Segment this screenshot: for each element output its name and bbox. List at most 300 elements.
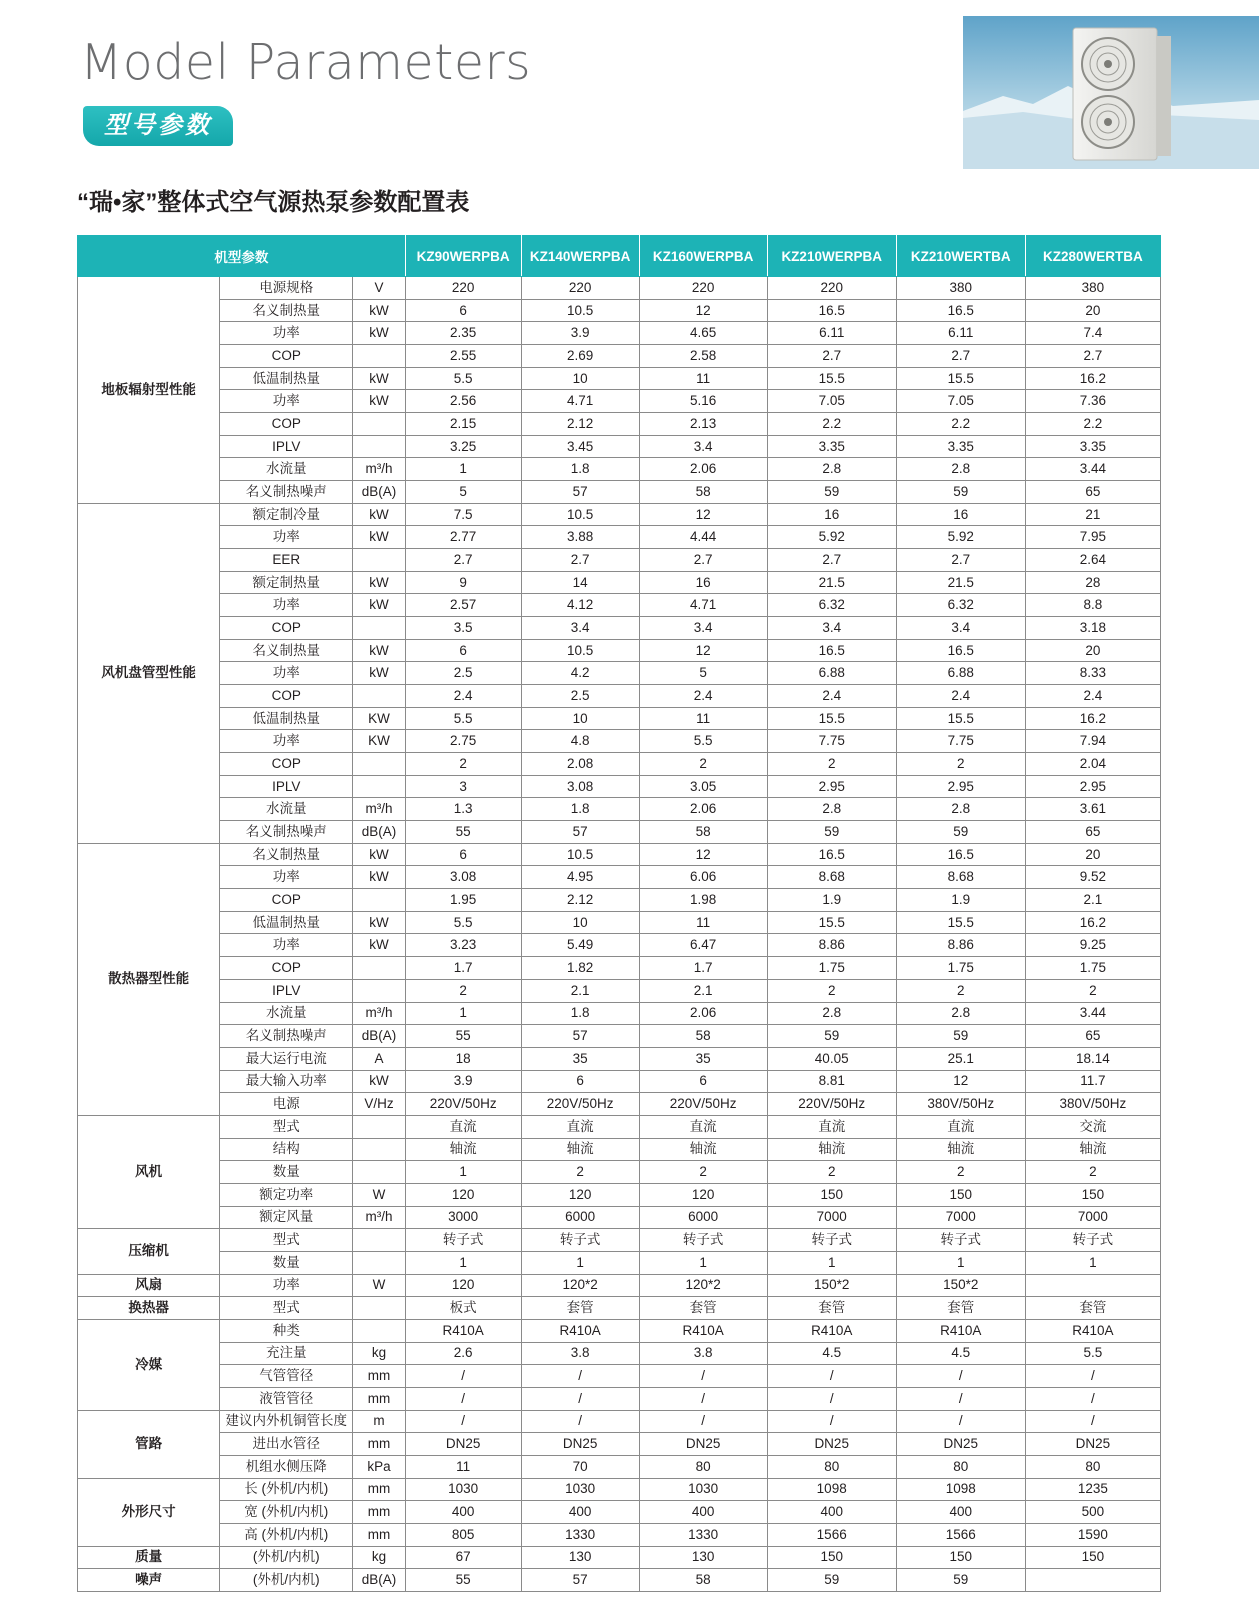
group-label-cell: 地板辐射型性能	[78, 277, 220, 504]
value-cell: R410A	[405, 1319, 521, 1342]
table-row	[78, 1274, 1161, 1297]
value-cell: 1.8	[521, 458, 639, 481]
value-cell: 1	[896, 1251, 1025, 1274]
value-cell: 3.88	[521, 526, 639, 549]
item-label-cell: 水流量	[220, 1002, 353, 1025]
table-row	[78, 458, 1161, 481]
value-cell: 轴流	[1025, 1138, 1160, 1161]
value-cell: 40.05	[767, 1047, 896, 1070]
table-row	[78, 1070, 1161, 1093]
unit-cell: dB(A)	[353, 1569, 405, 1592]
value-cell: 3.5	[405, 617, 521, 640]
unit-cell	[353, 889, 405, 912]
value-cell: 59	[767, 481, 896, 504]
table-row	[78, 1455, 1161, 1478]
value-cell: 6000	[521, 1206, 639, 1229]
unit-cell: kW	[353, 571, 405, 594]
value-cell: 220V/50Hz	[521, 1093, 639, 1116]
item-label-cell: 种类	[220, 1319, 353, 1342]
value-cell: 220V/50Hz	[639, 1093, 767, 1116]
value-cell: /	[521, 1410, 639, 1433]
value-cell: 1330	[521, 1523, 639, 1546]
table-row	[78, 277, 1161, 300]
value-cell: 1.8	[521, 1002, 639, 1025]
value-cell: 11	[405, 1455, 521, 1478]
table-row	[78, 413, 1161, 436]
value-cell: 3.4	[767, 617, 896, 640]
value-cell: DN25	[639, 1433, 767, 1456]
value-cell: 11	[639, 367, 767, 390]
value-cell: 8.8	[1025, 594, 1160, 617]
table-row	[78, 1410, 1161, 1433]
value-cell: 4.5	[896, 1342, 1025, 1365]
value-cell: 5.49	[521, 934, 639, 957]
value-cell: 57	[521, 1569, 639, 1592]
value-cell: 套管	[521, 1297, 639, 1320]
value-cell: /	[767, 1365, 896, 1388]
item-label-cell: COP	[220, 889, 353, 912]
header-cell-model: KZ210WERPBA	[767, 236, 896, 277]
value-cell: DN25	[1025, 1433, 1160, 1456]
value-cell: 10.5	[521, 843, 639, 866]
unit-cell: kg	[353, 1342, 405, 1365]
value-cell: 1	[405, 458, 521, 481]
table-row	[78, 1183, 1161, 1206]
value-cell: 58	[639, 1025, 767, 1048]
group-label-cell: 外形尺寸	[78, 1478, 220, 1546]
value-cell: 1	[521, 1251, 639, 1274]
value-cell: 4.95	[521, 866, 639, 889]
value-cell: 1	[639, 1251, 767, 1274]
value-cell: 18.14	[1025, 1047, 1160, 1070]
item-label-cell: 型式	[220, 1297, 353, 1320]
value-cell: 150*2	[767, 1274, 896, 1297]
value-cell: DN25	[405, 1433, 521, 1456]
value-cell: 7.5	[405, 503, 521, 526]
value-cell: 直流	[896, 1115, 1025, 1138]
value-cell: 板式	[405, 1297, 521, 1320]
section-badge: 型号参数	[83, 106, 233, 146]
item-label-cell: COP	[220, 617, 353, 640]
value-cell: 1.8	[521, 798, 639, 821]
item-label-cell: 名义制热噪声	[220, 1025, 353, 1048]
value-cell: 12	[639, 299, 767, 322]
value-cell: 套管	[896, 1297, 1025, 1320]
value-cell: 3.08	[405, 866, 521, 889]
value-cell: 套管	[639, 1297, 767, 1320]
unit-cell: KW	[353, 730, 405, 753]
value-cell: /	[521, 1365, 639, 1388]
value-cell: 2.8	[767, 458, 896, 481]
value-cell: 120	[639, 1183, 767, 1206]
value-cell: 1.9	[896, 889, 1025, 912]
table-row	[78, 639, 1161, 662]
group-label-cell: 噪声	[78, 1569, 220, 1592]
value-cell: 2	[405, 753, 521, 776]
value-cell: 59	[767, 1569, 896, 1592]
value-cell: 1098	[896, 1478, 1025, 1501]
table-row	[78, 1342, 1161, 1365]
item-label-cell: 名义制热量	[220, 843, 353, 866]
table-row	[78, 1478, 1161, 1501]
value-cell: 16	[639, 571, 767, 594]
value-cell: 59	[896, 1025, 1025, 1048]
value-cell: 转子式	[639, 1229, 767, 1252]
value-cell: 55	[405, 821, 521, 844]
table-row	[78, 1047, 1161, 1070]
unit-cell: dB(A)	[353, 821, 405, 844]
parameter-table	[77, 235, 1161, 1592]
item-label-cell: 额定风量	[220, 1206, 353, 1229]
table-row	[78, 1319, 1161, 1342]
value-cell: 21	[1025, 503, 1160, 526]
value-cell: 5	[639, 662, 767, 685]
value-cell: 1.75	[896, 957, 1025, 980]
value-cell: 380	[1025, 277, 1160, 300]
value-cell: 220	[639, 277, 767, 300]
unit-cell	[353, 753, 405, 776]
table-row	[78, 1229, 1161, 1252]
item-label-cell: COP	[220, 413, 353, 436]
value-cell: 59	[896, 821, 1025, 844]
value-cell: 2.95	[767, 775, 896, 798]
value-cell: 15.5	[767, 367, 896, 390]
table-row	[78, 730, 1161, 753]
value-cell: 6000	[639, 1206, 767, 1229]
table-row	[78, 753, 1161, 776]
value-cell: 6.32	[896, 594, 1025, 617]
item-label-cell: IPLV	[220, 775, 353, 798]
unit-cell: W	[353, 1183, 405, 1206]
table-row	[78, 775, 1161, 798]
value-cell: 400	[896, 1501, 1025, 1524]
value-cell: 80	[639, 1455, 767, 1478]
value-cell: 4.65	[639, 322, 767, 345]
value-cell: 3.4	[521, 617, 639, 640]
unit-cell: kW	[353, 299, 405, 322]
value-cell: DN25	[767, 1433, 896, 1456]
value-cell: 6	[639, 1070, 767, 1093]
value-cell: /	[405, 1365, 521, 1388]
value-cell: 2.2	[767, 413, 896, 436]
item-label-cell: 电源	[220, 1093, 353, 1116]
value-cell: 3.44	[1025, 1002, 1160, 1025]
value-cell: 16.2	[1025, 707, 1160, 730]
value-cell: 7.4	[1025, 322, 1160, 345]
unit-cell	[353, 1297, 405, 1320]
value-cell: 500	[1025, 1501, 1160, 1524]
value-cell: 2.75	[405, 730, 521, 753]
table-row	[78, 889, 1161, 912]
value-cell: 59	[896, 481, 1025, 504]
value-cell: 2.4	[639, 685, 767, 708]
table-row	[78, 526, 1161, 549]
value-cell: 16.5	[767, 299, 896, 322]
table-row	[78, 1138, 1161, 1161]
value-cell: 18	[405, 1047, 521, 1070]
value-cell: 1235	[1025, 1478, 1160, 1501]
group-label-cell: 风机	[78, 1115, 220, 1228]
value-cell: 400	[521, 1501, 639, 1524]
value-cell: R410A	[521, 1319, 639, 1342]
header-cell-model: KZ210WERTBA	[896, 236, 1025, 277]
value-cell: 转子式	[767, 1229, 896, 1252]
item-label-cell: 功率	[220, 322, 353, 345]
value-cell: 5.5	[405, 707, 521, 730]
value-cell: 5.92	[896, 526, 1025, 549]
value-cell: 11	[639, 911, 767, 934]
value-cell: 1	[405, 1251, 521, 1274]
value-cell: 2.58	[639, 345, 767, 368]
value-cell: R410A	[896, 1319, 1025, 1342]
item-label-cell: 功率	[220, 730, 353, 753]
table-row	[78, 1501, 1161, 1524]
unit-cell: mm	[353, 1387, 405, 1410]
value-cell: 8.68	[896, 866, 1025, 889]
header-cell-model: KZ280WERTBA	[1025, 236, 1160, 277]
unit-cell: mm	[353, 1478, 405, 1501]
table-row	[78, 1365, 1161, 1388]
unit-cell	[353, 1251, 405, 1274]
item-label-cell: 型式	[220, 1115, 353, 1138]
unit-cell: A	[353, 1047, 405, 1070]
value-cell: 转子式	[896, 1229, 1025, 1252]
item-label-cell: 宽 (外机/内机)	[220, 1501, 353, 1524]
value-cell: 2	[639, 1161, 767, 1184]
value-cell: 2.64	[1025, 549, 1160, 572]
value-cell: 1330	[639, 1523, 767, 1546]
item-label-cell: 结构	[220, 1138, 353, 1161]
value-cell: 10	[521, 367, 639, 390]
value-cell: 转子式	[1025, 1229, 1160, 1252]
value-cell: 20	[1025, 843, 1160, 866]
value-cell: 3000	[405, 1206, 521, 1229]
table-row	[78, 1251, 1161, 1274]
value-cell: 2	[639, 753, 767, 776]
value-cell: /	[1025, 1410, 1160, 1433]
table-row	[78, 934, 1161, 957]
value-cell: 轴流	[639, 1138, 767, 1161]
value-cell: 2.7	[521, 549, 639, 572]
value-cell: 2.1	[521, 979, 639, 1002]
value-cell: 15.5	[767, 707, 896, 730]
value-cell: 3.18	[1025, 617, 1160, 640]
table-row	[78, 299, 1161, 322]
value-cell: 1.75	[1025, 957, 1160, 980]
value-cell: R410A	[767, 1319, 896, 1342]
item-label-cell: 低温制热量	[220, 911, 353, 934]
unit-cell	[353, 413, 405, 436]
table-row	[78, 1297, 1161, 1320]
value-cell: 1.3	[405, 798, 521, 821]
value-cell: 2.7	[767, 345, 896, 368]
value-cell: 3.23	[405, 934, 521, 957]
value-cell: 21.5	[767, 571, 896, 594]
item-label-cell: COP	[220, 685, 353, 708]
value-cell: 15.5	[896, 367, 1025, 390]
value-cell: 2.15	[405, 413, 521, 436]
value-cell: 21.5	[896, 571, 1025, 594]
value-cell: 16.2	[1025, 367, 1160, 390]
value-cell: 直流	[639, 1115, 767, 1138]
value-cell: 2.77	[405, 526, 521, 549]
item-label-cell: COP	[220, 345, 353, 368]
value-cell: 2.12	[521, 413, 639, 436]
value-cell: 4.8	[521, 730, 639, 753]
value-cell: 3.8	[639, 1342, 767, 1365]
value-cell: 2.06	[639, 798, 767, 821]
item-label-cell: 充注量	[220, 1342, 353, 1365]
item-label-cell: (外机/内机)	[220, 1546, 353, 1569]
value-cell: 2.8	[896, 458, 1025, 481]
value-cell: 16	[896, 503, 1025, 526]
item-label-cell: 功率	[220, 934, 353, 957]
group-label-cell: 风扇	[78, 1274, 220, 1297]
unit-cell: kW	[353, 503, 405, 526]
value-cell: 2.2	[896, 413, 1025, 436]
value-cell: 7.75	[767, 730, 896, 753]
item-label-cell: 最大输入功率	[220, 1070, 353, 1093]
value-cell: 150	[1025, 1546, 1160, 1569]
unit-cell	[353, 435, 405, 458]
value-cell: 2.55	[405, 345, 521, 368]
value-cell: 1590	[1025, 1523, 1160, 1546]
heat-pump-unit-image	[963, 16, 1259, 169]
item-label-cell: 进出水管径	[220, 1433, 353, 1456]
item-label-cell: COP	[220, 753, 353, 776]
value-cell: 3	[405, 775, 521, 798]
item-label-cell: 额定制冷量	[220, 503, 353, 526]
value-cell: /	[405, 1387, 521, 1410]
item-label-cell: 低温制热量	[220, 367, 353, 390]
unit-cell: kW	[353, 390, 405, 413]
value-cell: 6	[405, 299, 521, 322]
item-label-cell: IPLV	[220, 979, 353, 1002]
value-cell: 4.71	[521, 390, 639, 413]
value-cell: 2	[1025, 979, 1160, 1002]
table-header-row	[78, 236, 1161, 277]
value-cell: 35	[639, 1047, 767, 1070]
value-cell: 2.8	[896, 798, 1025, 821]
value-cell: 10.5	[521, 639, 639, 662]
value-cell: /	[405, 1410, 521, 1433]
item-label-cell: 机组水侧压降	[220, 1455, 353, 1478]
item-label-cell: 功率	[220, 662, 353, 685]
unit-cell	[353, 775, 405, 798]
value-cell: 2.7	[405, 549, 521, 572]
value-cell: 2	[767, 1161, 896, 1184]
unit-cell: kW	[353, 662, 405, 685]
unit-cell: kW	[353, 322, 405, 345]
value-cell: 59	[767, 1025, 896, 1048]
item-label-cell: 数量	[220, 1161, 353, 1184]
value-cell: 25.1	[896, 1047, 1025, 1070]
value-cell: 轴流	[896, 1138, 1025, 1161]
value-cell: 1566	[767, 1523, 896, 1546]
value-cell: 380V/50Hz	[896, 1093, 1025, 1116]
value-cell: 3.61	[1025, 798, 1160, 821]
value-cell: 15.5	[767, 911, 896, 934]
value-cell: 7000	[767, 1206, 896, 1229]
value-cell: /	[521, 1387, 639, 1410]
value-cell: 16.5	[896, 843, 1025, 866]
value-cell: 5	[405, 481, 521, 504]
value-cell: 5.16	[639, 390, 767, 413]
table-row	[78, 866, 1161, 889]
item-label-cell: 名义制热噪声	[220, 481, 353, 504]
value-cell: /	[1025, 1365, 1160, 1388]
value-cell: 150	[896, 1183, 1025, 1206]
value-cell: 1	[405, 1161, 521, 1184]
item-label-cell: (外机/内机)	[220, 1569, 353, 1592]
unit-cell: mm	[353, 1433, 405, 1456]
unit-cell: kW	[353, 594, 405, 617]
table-row	[78, 571, 1161, 594]
value-cell: 70	[521, 1455, 639, 1478]
value-cell: 55	[405, 1025, 521, 1048]
item-label-cell: 水流量	[220, 458, 353, 481]
value-cell: /	[639, 1410, 767, 1433]
value-cell: 20	[1025, 299, 1160, 322]
value-cell: 120	[405, 1183, 521, 1206]
table-row	[78, 322, 1161, 345]
value-cell: 16	[767, 503, 896, 526]
value-cell: 1566	[896, 1523, 1025, 1546]
value-cell: 220V/50Hz	[767, 1093, 896, 1116]
item-label-cell: 长 (外机/内机)	[220, 1478, 353, 1501]
table-row	[78, 798, 1161, 821]
value-cell: 16.5	[767, 639, 896, 662]
value-cell: 55	[405, 1569, 521, 1592]
value-cell: 120	[405, 1274, 521, 1297]
value-cell: 80	[896, 1455, 1025, 1478]
value-cell: 6.88	[896, 662, 1025, 685]
value-cell: 2	[896, 1161, 1025, 1184]
value-cell: 直流	[405, 1115, 521, 1138]
value-cell: /	[639, 1387, 767, 1410]
value-cell: 65	[1025, 1025, 1160, 1048]
value-cell: 400	[405, 1501, 521, 1524]
value-cell: 2.7	[1025, 345, 1160, 368]
item-label-cell: 数量	[220, 1251, 353, 1274]
value-cell: 5.5	[639, 730, 767, 753]
value-cell: 6.11	[896, 322, 1025, 345]
unit-cell: kg	[353, 1546, 405, 1569]
unit-cell: kW	[353, 367, 405, 390]
value-cell: 805	[405, 1523, 521, 1546]
item-label-cell: 建议内外机铜管长度	[220, 1410, 353, 1433]
value-cell: 2.56	[405, 390, 521, 413]
item-label-cell: 名义制热量	[220, 299, 353, 322]
unit-cell: mm	[353, 1523, 405, 1546]
value-cell: 6	[405, 843, 521, 866]
value-cell: 轴流	[405, 1138, 521, 1161]
table-row	[78, 1433, 1161, 1456]
value-cell: 80	[767, 1455, 896, 1478]
value-cell: 10.5	[521, 503, 639, 526]
value-cell: 7000	[896, 1206, 1025, 1229]
value-cell: 4.12	[521, 594, 639, 617]
unit-cell: m³/h	[353, 1002, 405, 1025]
unit-cell	[353, 549, 405, 572]
unit-cell: dB(A)	[353, 1025, 405, 1048]
item-label-cell: 额定制热量	[220, 571, 353, 594]
value-cell: R410A	[1025, 1319, 1160, 1342]
unit-cell: W	[353, 1274, 405, 1297]
value-cell: 2.4	[1025, 685, 1160, 708]
unit-cell: KW	[353, 707, 405, 730]
value-cell: 4.2	[521, 662, 639, 685]
